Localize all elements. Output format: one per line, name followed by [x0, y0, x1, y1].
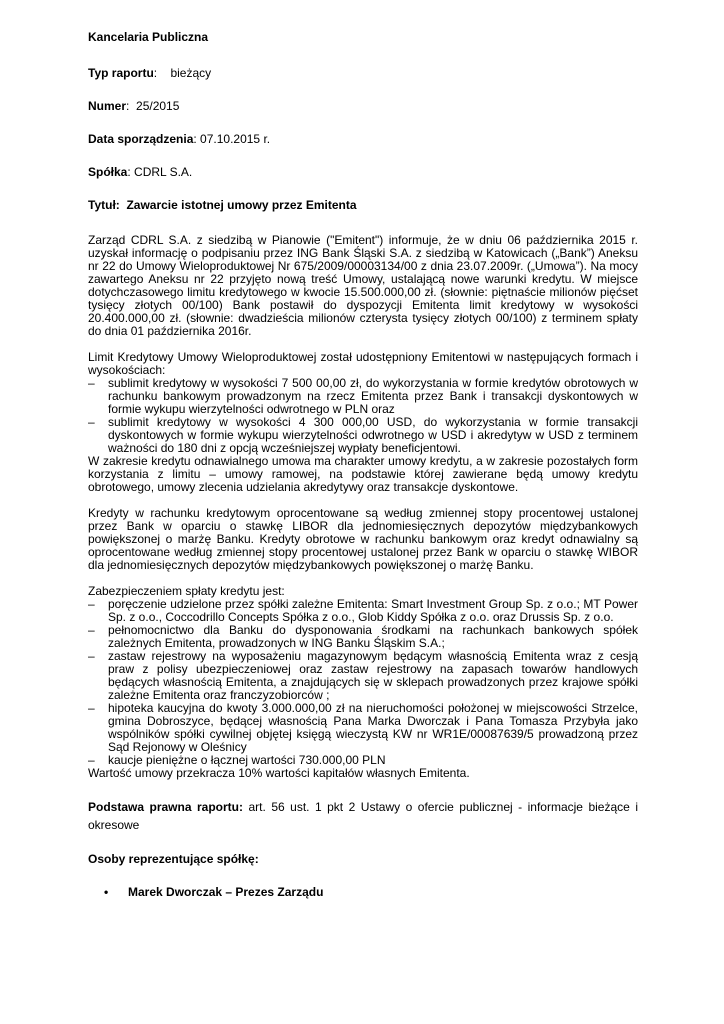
list-item: – sublimit kredytowy w wysokości 7 500 00,00 zł, do wykorzystania w formie kredytów obrotowych w rachunku bankowym prowadzonym na rzecz Emitenta przez Bank i transakcji dyskontowych w formie wykupu wierzytelności odwrotnego w PLN oraz	[88, 377, 638, 416]
sublimit-list	[88, 377, 638, 455]
number-row: Numer: 25/2015	[88, 99, 180, 113]
date-value: 07.10.2015 r.	[200, 132, 271, 146]
report-type-value: bieżący	[170, 66, 212, 80]
list-item: – poręczenie udzielone przez spółki zależne Emitenta: Smart Investment Group Sp. z o.o.; MT Power Sp. z o.o., Coccodrillo Concepts Spółka z o.o., Glob Kiddy Spółka z o.o. oraz Drussis Sp. z o.o.	[88, 598, 638, 624]
list-item: – hipoteka kaucyjna do kwoty 3.000.000,00 zł na nieruchomości położonej w miejscowości Strzelce, gmina Dobroszyce, będącej własnością Pana Marka Dworczak i Pana Tomasza Przybyła jako wspólników spółki cywilnej objętej księgą wieczystą KW nr WR1E/00087639/5 prowadzoną przez Sąd Rejonowy w Oleśnicy	[88, 702, 638, 754]
collateral-list	[88, 598, 638, 767]
company-row: Spółka: CDRL S.A.	[88, 165, 193, 179]
paragraph-2-intro: Limit Kredytowy Umowy Wieloproduktowej został udostępniony Emitentowi w następujących formach i wysokościach:	[88, 350, 638, 377]
list-item: – kaucje pieniężne o łącznej wartości 730.000,00 PLN	[88, 754, 638, 767]
org-name: Kancelaria Publiczna	[88, 30, 209, 44]
representative-name: Marek Dworczak – Prezes Zarządu	[128, 885, 324, 899]
date-row: Data sporządzenia: 07.10.2015 r.	[88, 132, 271, 146]
legal-basis-value: art. 56 ust. 1 pkt 2 Ustawy o ofercie publicznej - informacje bieżące i okresowe	[88, 800, 638, 832]
document-page	[88, 30, 638, 900]
company-value: CDRL S.A.	[134, 165, 193, 179]
date-label: Data sporządzenia	[88, 132, 194, 146]
title-label: Tytuł	[88, 198, 116, 212]
representative-item	[88, 885, 638, 900]
title-row: Tytuł: Zawarcie istotnej umowy przez Emitenta	[88, 198, 357, 212]
paragraph-2-outro: W zakresie kredytu odnawialnego umowa ma charakter umowy kredytu, a w zakresie pozostałych form korzystania z limitu – umowy ramowej, na podstawie której zawierane będą umowy kredytu obrotowego, umowy zlecenia udzielania akredytywy oraz transakcje dyskontowe.	[88, 454, 638, 494]
report-type-label: Typ raportu	[88, 66, 154, 80]
representatives-heading: Osoby reprezentujące spółkę:	[88, 852, 259, 866]
company-label: Spółka	[88, 165, 128, 179]
number-value: 25/2015	[136, 99, 180, 113]
paragraph-1: Zarząd CDRL S.A. z siedzibą w Pianowie ("Emitent") informuje, że w dniu 06 października 2015 r. uzyskał informację o podpisaniu przez ING Bank Śląski S.A. z siedzibą w Katowicach („Bank”) Aneksu nr 22 do Umowy Wieloproduktowej Nr 675/2009/00003134/00 z dnia 23.07.2009r. („Umowa”). Na mocy zawartego Aneksu nr 22 przyjęto nową treść Umowy, ustalającą nowe warunki kredytu. W miejsce dotychczasowego limitu kredytowego w kwocie 15.500.000,00 zł. (słownie: piętnaście milionów pięćset tysięcy złotych 00/100) Bank postawił do dyspozycji Emitenta limit kredytowy w wysokości 20.400.000,00 zł. (słownie: dwadzieścia milionów czterysta tysięcy złotych 00/100) z terminem spłaty do dnia 01 października 2016r.	[88, 233, 638, 338]
list-item: – sublimit kredytowy w wysokości 4 300 000,00 USD, do wykorzystania w formie transakcji dyskontowych w formie wykupu wierzytelności odwrotnego w USD i akredytyw w USD z terminem ważności do 180 dni z opcją wcześniejszej wypłaty beneficjentowi.	[88, 416, 638, 455]
paragraph-5: Wartość umowy przekracza 10% wartości kapitałów własnych Emitenta.	[88, 766, 470, 780]
legal-basis-label: Podstawa prawna raportu:	[88, 800, 243, 814]
legal-basis	[88, 798, 638, 834]
list-item: – pełnomocnictwo dla Banku do dysponowania środkami na rachunkach bankowych spółek zależnych Emitenta, prowadzonych w ING Banku Śląskim S.A.;	[88, 624, 638, 650]
list-item: – zastaw rejestrowy na wyposażeniu magazynowym będącym własnością Emitenta wraz z cesją praw z polisy ubezpieczeniowej oraz zastaw rejestrowy na zapasach towarów handlowych będących własnością Emitenta, a znajdujących się w sklepach prowadzonych przez krajowe spółki zależne Emitenta oraz franczyzobiorców ;	[88, 650, 638, 702]
number-label: Numer	[88, 99, 127, 113]
report-type-row: Typ raportu: bieżący	[88, 66, 212, 80]
paragraph-4-intro: Zabezpieczeniem spłaty kredytu jest:	[88, 584, 285, 598]
paragraph-3: Kredyty w rachunku kredytowym oprocentowane są według zmiennej stopy procentowej ustalonej przez Bank w oparciu o stawkę LIBOR dla jednomiesięcznych depozytów międzybankowych powiększonej o marżę Banku. Kredyty obrotowe w rachunku bankowym oraz kredyt odnawialny są oprocentowane według zmiennej stopy procentowej ustalonej przez Bank w oparciu o stawkę WIBOR dla jednomiesięcznych depozytów międzybankowych powiększonej o marżę Banku.	[88, 506, 638, 572]
title-value: Zawarcie istotnej umowy przez Emitenta	[126, 198, 357, 212]
bullet-icon: •	[104, 885, 109, 899]
